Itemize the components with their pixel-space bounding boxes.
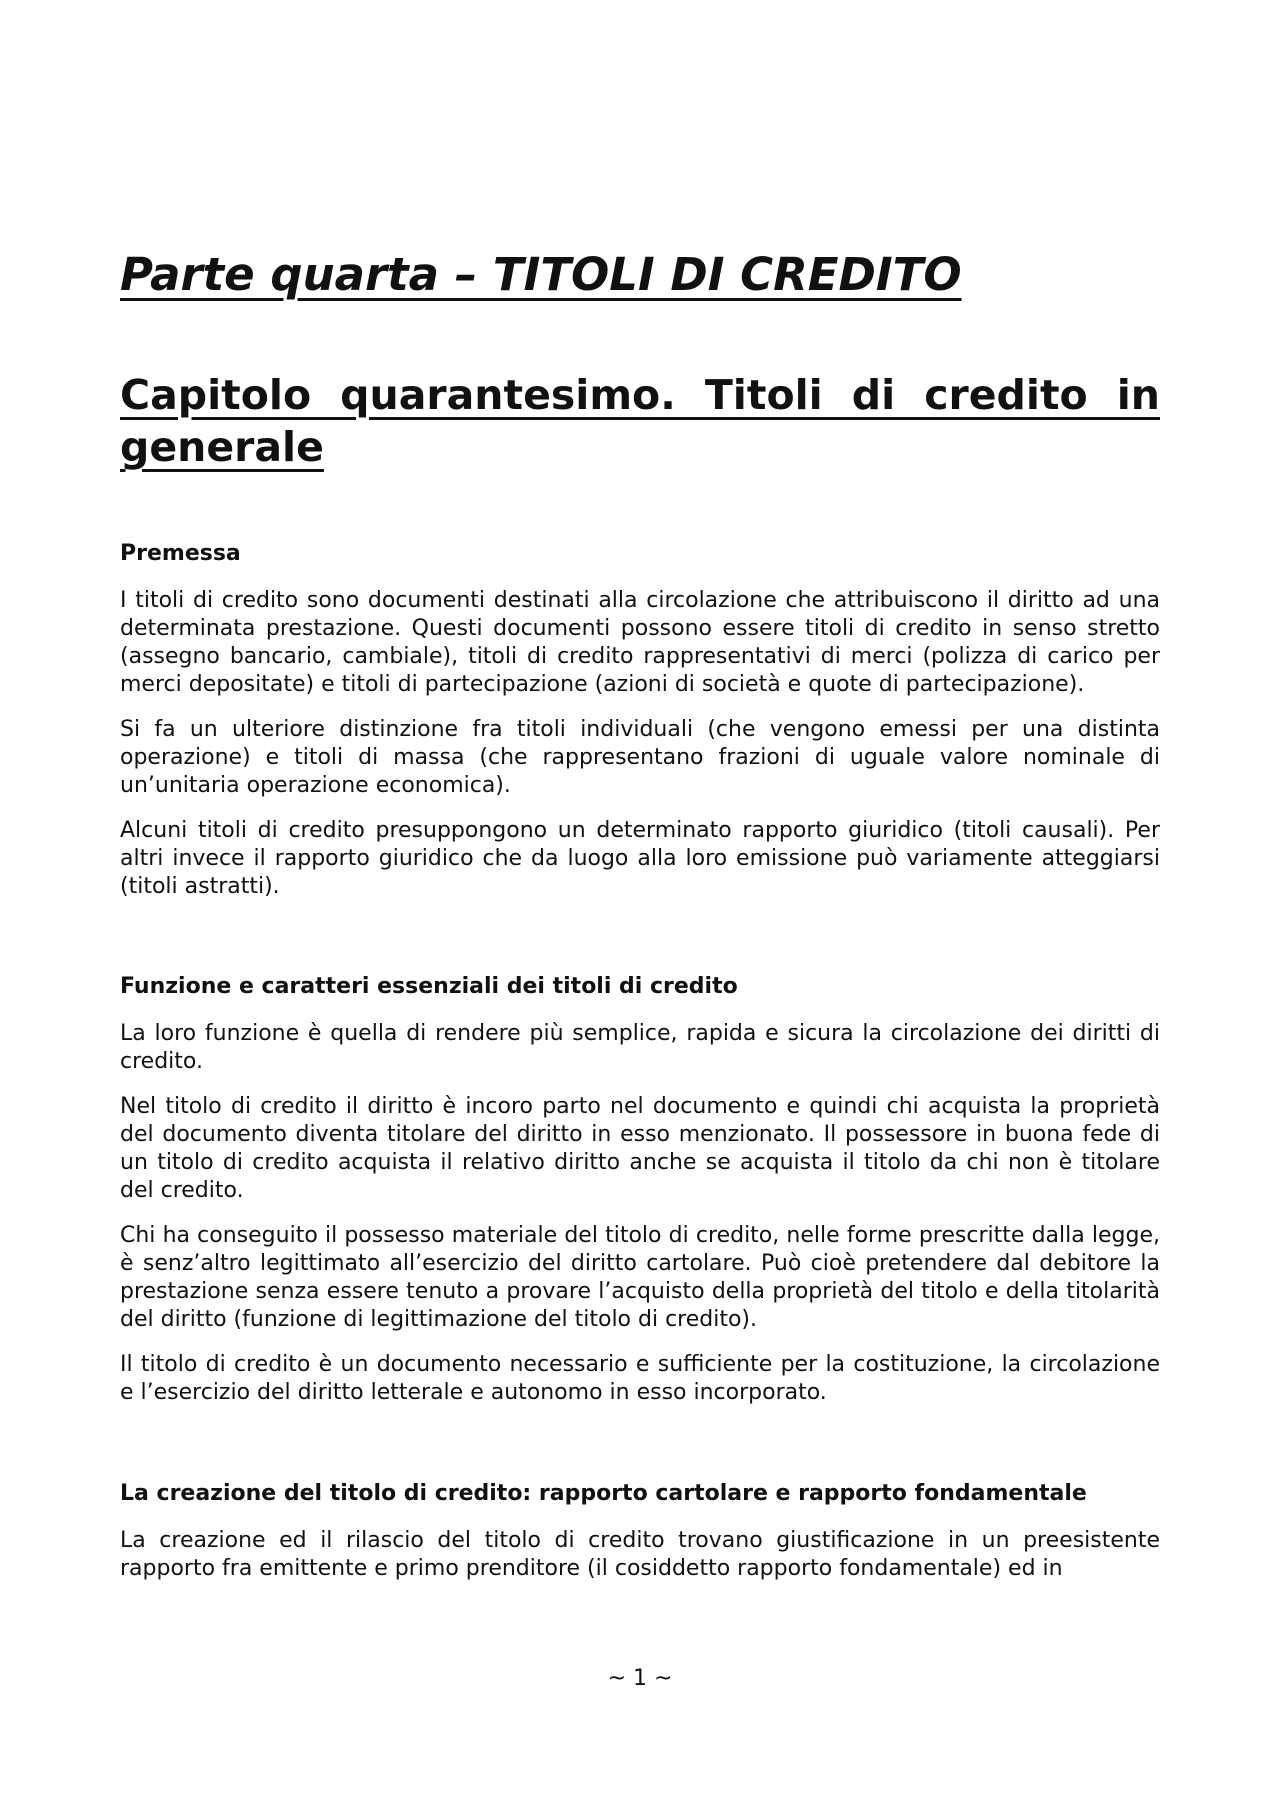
section-premessa xyxy=(120,540,1160,901)
paragraph: Chi ha conseguito il possesso materiale del titolo di credito, nelle forme prescritte dalla legge, è senz’altro legittimato all’esercizio del diritto cartolare. Può cioè pretendere dal debitore la prestazione senza essere tenuto a provare l’acquisto della proprietà del titolo e della titolarità del diritto (funzione di legittimazione del titolo di credito). xyxy=(120,1223,1160,1332)
chapter-title: Capitolo quarantesimo. Titoli di credito in generale xyxy=(120,371,1160,471)
paragraph: I titoli di credito sono documenti destinati alla circolazione che attribuiscono il diritto ad una determinata prestazione. Questi documenti possono essere titoli di credito in senso stretto (assegno bancario, cambiale), titoli di credito rappresentativi di merci (polizza di carico per merci depositate) e titoli di partecipazione (azioni di società e quote di partecipazione). xyxy=(120,588,1160,697)
part-title: Parte quarta – TITOLI DI CREDITO xyxy=(120,248,962,301)
page-number: ~ 1 ~ xyxy=(607,1666,673,1691)
paragraph: Alcuni titoli di credito presuppongono un determinato rapporto giuridico (titoli causali). Per altri invece il rapporto giuridico che da luogo alla loro emissione può variamente atteggiarsi (titoli astratti). xyxy=(120,818,1160,899)
section-creazione xyxy=(120,1480,1160,1583)
paragraph: Nel titolo di credito il diritto è incoro parto nel documento e quindi chi acquista la proprietà del documento diventa titolare del diritto in esso menzionato. Il possessore in buona fede di un titolo di credito acquista il relativo diritto anche se acquista il titolo da chi non è titolare del credito. xyxy=(120,1094,1160,1203)
paragraph: Si fa un ulteriore distinzione fra titoli individuali (che vengono emessi per una distinta operazione) e titoli di massa (che rappresentano frazioni di uguale valore nominale di un’unitaria operazione economica). xyxy=(120,717,1160,798)
section-heading: La creazione del titolo di credito: rapporto cartolare e rapporto fondamentale xyxy=(120,1481,1087,1506)
paragraph: La creazione ed il rilascio del titolo di credito trovano giustificazione in un preesistente rapporto fra emittente e primo prenditore (il cosiddetto rapporto fondamentale) ed in xyxy=(120,1528,1160,1581)
section-funzione xyxy=(120,973,1160,1407)
paragraph: Il titolo di credito è un documento necessario e sufficiente per la costituzione, la circolazione e l’esercizio del diritto letterale e autonomo in esso incorporato. xyxy=(120,1352,1160,1405)
paragraph: La loro funzione è quella di rendere più semplice, rapida e sicura la circolazione dei diritti di credito. xyxy=(120,1021,1160,1074)
section-heading: Premessa xyxy=(120,541,241,566)
document-page xyxy=(120,248,1160,1600)
section-heading: Funzione e caratteri essenziali dei titoli di credito xyxy=(120,974,738,999)
